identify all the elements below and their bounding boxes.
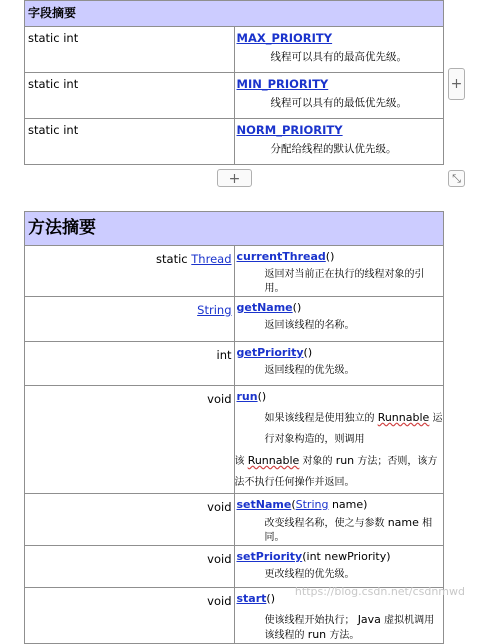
param-type-link-string[interactable]: String (295, 498, 329, 511)
method-type: void (25, 546, 235, 588)
field-summary-header: 字段摘要 (25, 1, 444, 27)
method-link-current-thread[interactable]: currentThread (236, 250, 326, 263)
field-type: static int (25, 119, 235, 165)
field-description: 分配给线程的默认优先级。 (270, 143, 397, 155)
method-description: 改变线程名称，使之与参数 name 相同。 (264, 516, 433, 543)
method-type: void (25, 386, 235, 494)
field-link-min-priority[interactable]: MIN_PRIORITY (236, 77, 329, 91)
method-type: void (25, 494, 235, 546)
method-link-set-name[interactable]: setName (236, 498, 292, 511)
method-type: int (25, 342, 235, 386)
type-link-thread[interactable]: Thread (191, 252, 232, 266)
method-link-start[interactable]: start (236, 592, 267, 605)
method-description: 更改线程的优先级。 (264, 569, 355, 580)
method-description: 返回对当前正在执行的线程对象的引用。 (264, 269, 425, 294)
table-row: static Thread currentThread() 返回对当前正在执行的线程对象的引用。 (25, 246, 444, 297)
add-below-button[interactable] (217, 169, 252, 187)
resize-icon: ⤡ (452, 172, 461, 185)
table-row: void setPriority(int newPriority) 更改线程的优先级。 (25, 546, 444, 588)
method-description: 使该线程开始执行； Java 虚拟机调用该线程的 run 方法。 (264, 613, 435, 641)
field-description: 线程可以具有的最高优先级。 (270, 51, 407, 63)
table-row (25, 73, 444, 119)
watermark: https://blog.csdn.net/csdnmwd (294, 585, 465, 598)
divider (24, 588, 25, 610)
method-type (25, 297, 235, 342)
method-description: 返回线程的优先级。 (264, 365, 355, 376)
method-link-get-priority[interactable]: getPriority (236, 346, 304, 359)
field-summary-table (24, 0, 444, 165)
method-link-run[interactable]: run (236, 390, 258, 403)
resize-handle[interactable] (448, 170, 465, 187)
field-description: 线程可以具有的最低优先级。 (270, 97, 407, 109)
method-type: static Thread (25, 246, 235, 297)
method-summary-table (24, 211, 444, 644)
plus-icon: + (228, 171, 241, 187)
field-link-norm-priority[interactable]: NORM_PRIORITY (236, 123, 343, 137)
table-row: void setName(String name) 改变线程名称，使之与参数 name 相同。 (25, 494, 444, 546)
table-row: String getName() 返回该线程的名称。 (25, 297, 444, 342)
method-type: void (25, 588, 235, 644)
method-description: 返回该线程的名称。 (264, 320, 355, 331)
field-type: static int (25, 73, 235, 119)
field-type: static int (25, 27, 235, 73)
method-description: 如果该线程是使用独立的 Runnable 运行对象构造的，则调用 该 Runnable 对象的 run 方法；否则，该方法不执行任何操作并返回。 (234, 411, 443, 488)
table-row (25, 119, 444, 165)
table-row: void start() 使该线程开始执行； Java 虚拟机调用该线程的 run 方法。 (25, 588, 444, 644)
method-summary-header: 方法摘要 (25, 212, 444, 246)
field-link-max-priority[interactable]: MAX_PRIORITY (236, 31, 333, 45)
table-row (25, 27, 444, 73)
type-link-string[interactable]: String (197, 303, 232, 317)
plus-icon: + (450, 76, 463, 92)
table-row: void run() 如果该线程是使用独立的 Runnable 运行对象构造的，则调用 该 Runnable 对象的 run 方法；否则，该方法不执行任何操作并返回。 (25, 386, 444, 494)
add-column-button[interactable] (448, 68, 465, 100)
method-link-get-name[interactable]: getName (236, 301, 293, 314)
method-link-set-priority[interactable]: setPriority (236, 550, 303, 563)
table-row: int getPriority() 返回线程的优先级。 (25, 342, 444, 386)
